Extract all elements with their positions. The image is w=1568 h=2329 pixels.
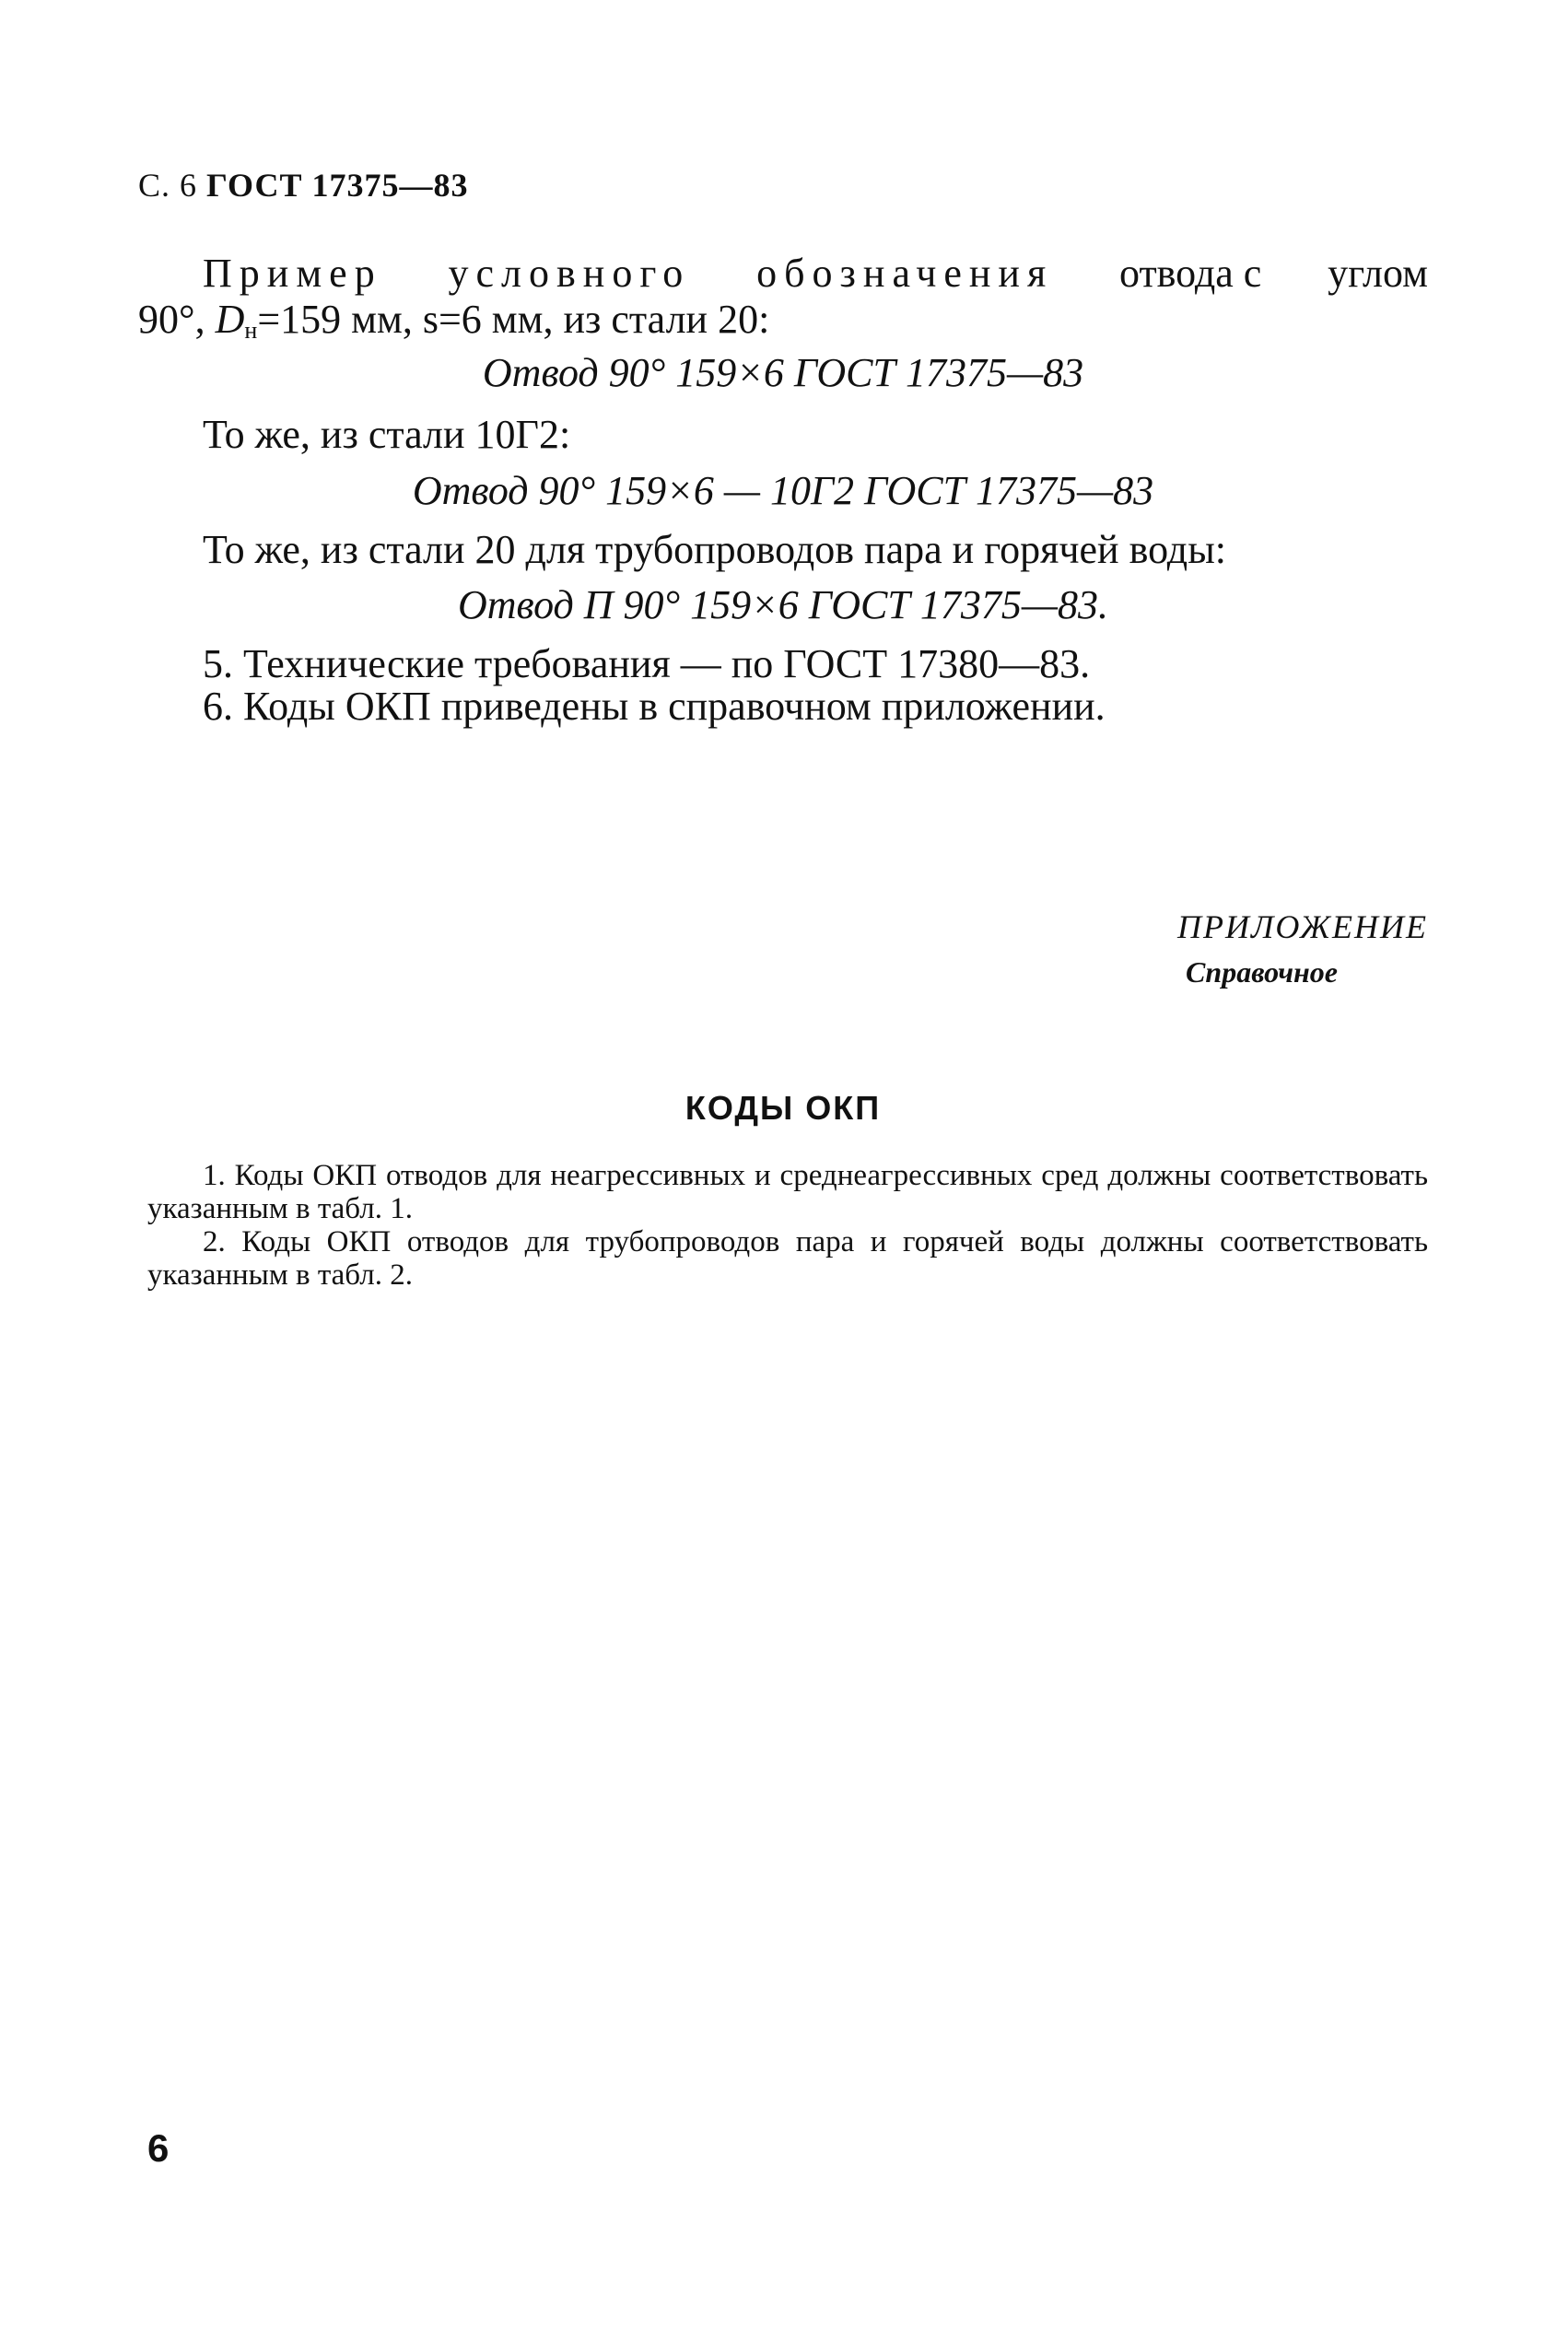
same-steam-pipes: То же, из стали 20 для трубопроводов пара и горячей воды: xyxy=(203,527,1226,572)
designation-2: Отвод 90° 159×6 — 10Г2 ГОСТ 17375—83 xyxy=(412,468,1154,513)
appendix-title: ПРИЛОЖЕНИЕ xyxy=(1177,908,1428,945)
example-angle: 90°, xyxy=(138,297,216,342)
item-6-okp-codes: 6. Коды ОКП приведены в справочном приложении. xyxy=(203,684,1106,729)
codes-paragraph-2-text: 2. Коды ОКП отводов для трубопроводов пара и горячей воды должны соответствовать указанным в табл. 2. xyxy=(147,1225,1428,1292)
codes-paragraph-2 xyxy=(147,1225,1428,1292)
same-steel-10g2: То же, из стали 10Г2: xyxy=(203,412,571,457)
designation-1: Отвод 90° 159×6 ГОСТ 17375—83 xyxy=(482,350,1084,395)
example-word-3: обозначения xyxy=(756,251,1054,296)
example-word-4: отвода с xyxy=(1119,251,1262,296)
section-title: КОДЫ ОКП xyxy=(685,1089,882,1127)
standard-number: ГОСТ 17375—83 xyxy=(206,167,469,204)
appendix-subtitle: Справочное xyxy=(1186,955,1338,989)
codes-paragraph-1 xyxy=(147,1159,1428,1225)
example-word-1: Пример xyxy=(203,251,382,296)
designation-3: Отвод П 90° 159×6 ГОСТ 17375—83. xyxy=(458,582,1108,627)
example-word-5: углом xyxy=(1328,251,1428,296)
codes-paragraph-1-text: 1. Коды ОКП отводов для неагрессивных и среднеагрессивных сред должны соответствовать указанным в табл. 1. xyxy=(147,1159,1428,1225)
example-line-1 xyxy=(138,251,1428,297)
example-dimensions: =159 мм, s=6 мм, из стали 20: xyxy=(257,297,770,342)
item-5-technical-requirements: 5. Технические требования — по ГОСТ 17380—83. xyxy=(203,641,1091,686)
example-diameter-subscript: н xyxy=(244,317,258,344)
example-line-2 xyxy=(138,297,1428,354)
page-header xyxy=(138,166,468,205)
example-word-2: условного xyxy=(448,251,691,296)
example-diameter-symbol: D xyxy=(215,297,245,342)
page-label: С. 6 xyxy=(138,167,198,204)
example-paragraph xyxy=(138,251,1428,354)
page-number: 6 xyxy=(147,2126,170,2170)
